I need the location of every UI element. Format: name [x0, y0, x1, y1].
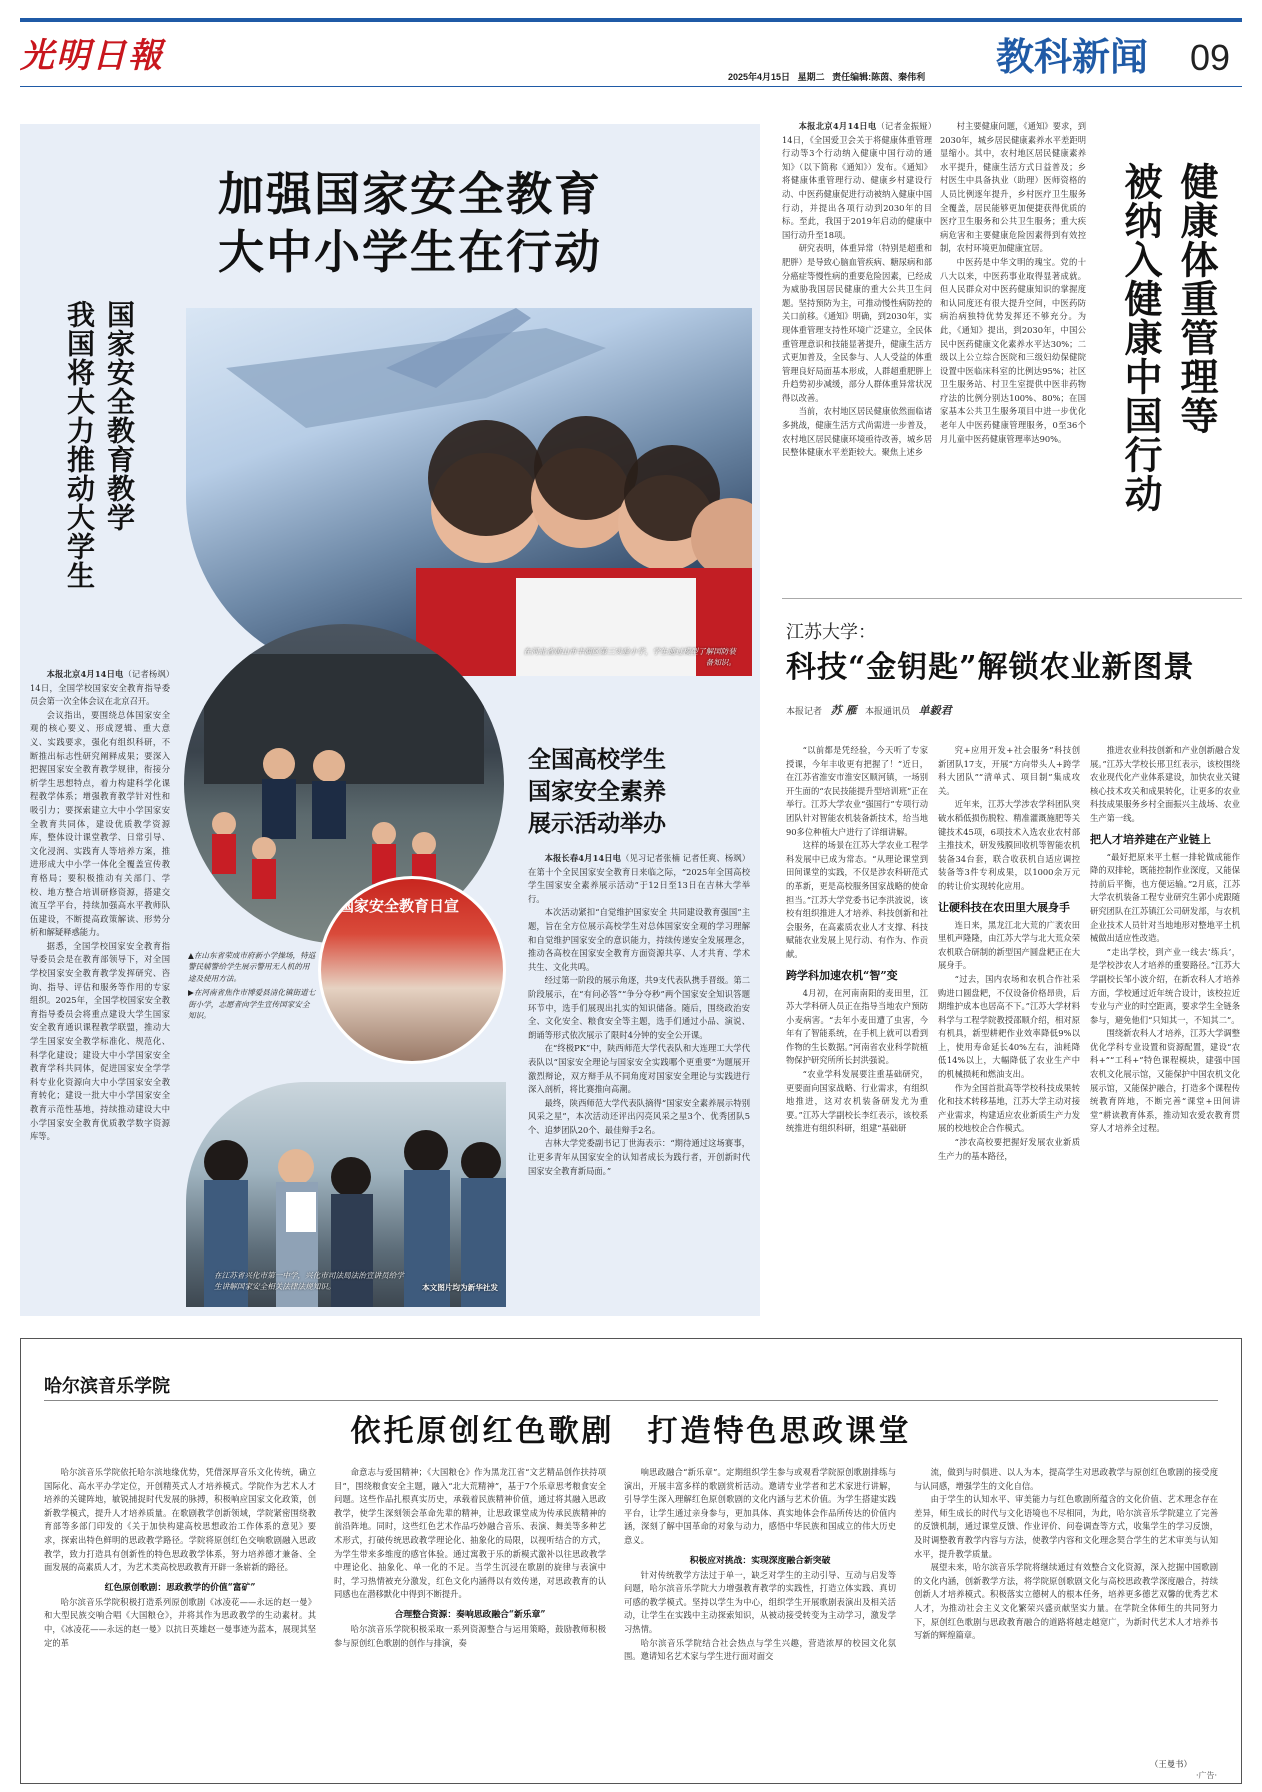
harbin-col3-text	[624, 1466, 896, 1548]
paragraph: 流，做到与时俱进、以人为本，提高学生对思政教学与原创红色歌剧的接受度与认同感，增强学生的文化自信。	[914, 1467, 1218, 1491]
jiangsu-byline	[786, 702, 952, 718]
paragraph: 中医药是中华文明的瑰宝。党的十八大以来，中医药事业取得显著成就。但人民群众对中医药健康知识的掌握度和认同度还有很大提升空间，中医药防病治病独特优势发挥还不够充分。为此，《通知》提出，到2030年，中国公民中医药健康文化素养水平达30%；二级以上公立综合医院和三级妇幼保健院设置中医临床科室的比例达95%；社区卫生服务站、村卫生室提供中医非药物疗法的比例分别达100%、80%；在国家基本公共卫生服务项目中进一步优化老年人中医药健康管理服务，0至36个月儿童中医药健康管理率达90%。	[940, 256, 1086, 444]
jiangsu-col2-text	[938, 744, 1080, 894]
issue-info	[728, 70, 925, 83]
paragraph: 村主要健康问题，《通知》要求，到2030年，城乡居民健康素养水平差距明显缩小。其中，农村地区居民健康素养水平提升，健康生活方式日益普及；乡村医生中具备执业（助理）医师资格的人员比例逐年提升，乡村医疗卫生服务全覆盖，居民能够更加便捷获得优质的医疗卫生服务和公共卫生服务；重大疾病危害和主要健康危险因素得到有效控制，农村环境更加健康宜居。	[940, 121, 1086, 254]
paragraph: 哈尔滨音乐学院积极采取一系列资源整合与运用策略，鼓励教师积极参与原创红色歌剧的创作与排演，奏	[334, 1623, 606, 1648]
paragraph: 究+应用开发+社会服务”科技创新团队17支，开展“方向带头人+跨学科大团队”“清单式、项目制”集成攻关。	[938, 745, 1080, 796]
paragraph: “过去，国内农场和农机合作社采购进口圆盘耙，不仅设备价格昂贵，后期维护成本也居高不下。”江苏大学材料科学与工程学院教授邵顺介绍，相对原有机具，新型耕耙作业效率降低9%以上，使用寿命延长40%左右，油耗降低14%以上，大幅降低了农业生产中的机械损耗和燃油支出。	[938, 973, 1080, 1080]
ad-mark: ·广告·	[1196, 1771, 1218, 1780]
photo-volunteer	[318, 876, 506, 1064]
paragraph: 命意志与爱国精神；《大国粮仓》作为黑龙江省“文艺精品创作扶持项目”，围绕粮食安全主题，融入“北大荒精神”，基于7个乐章思考粮食安全问题。这些作品扎根真实历史，承载着民族精神价值，通过将其融入思政教学，使学生深刻领会革命先辈的精神，让思政课堂成为传承民族精神的前沿阵地。同时，这些红色艺术作品巧妙融合音乐、表演、舞美等多种艺术形式，打破传统思政教学理论化、抽象化的局限，以视听结合的方式，为学生带来多维度的感官体验。通过寓教于乐的新模式激补以往思政教学中理论化、抽象化、单一化的不足。当学生沉浸在歌剧的旋律与表演中时，学习热情被充分激发，红色文化内涵得以有效传递，对思政教育的认同感也在潜移默化中得到不断提升。	[334, 1467, 606, 1600]
byline-label-b: 本报通讯员	[865, 707, 911, 717]
security-col1-text	[30, 668, 170, 1144]
paragraph: 展望未来，哈尔滨音乐学院将继续通过有效整合文化资源，深入挖掘中国歌剧的文化内涵，创新教学方法，将学院原创歌剧文化与高校思政教学深度融合，持续创新人才培养模式。积极落实立德树人的根本任务，培养更多德艺双馨的优秀艺术人才，为推动社会主义文化繁荣兴盛贡献坚实力量。在学院全体师生的共同努力下，原创红色歌剧与思政教育融合的道路将越走越宽广，为新时代艺术人才培养书写新的辉煌篇章。	[914, 1562, 1218, 1641]
issue-weekday: 星期二	[797, 72, 825, 82]
paragraph: 响思政融合“新乐章”。定期组织学生参与或观看学院原创歌剧排练与演出，开展丰富多样的歌剧赏析活动。邀请专业学者和艺术家进行讲解，引导学生深入理解红色原创歌剧的文化内涵与艺术价值。为学生搭建实践平台，让学生通过亲身参与，更加具体、真实地体会作品所传达的价值内涵，深刻了解中国革命的对象与动力，感悟中华民族和国成立的伟大历史意义。	[624, 1467, 896, 1545]
paragraph: “走出学校，到产业一线去‘练兵’，是学校涉农人才培养的重要路径。”江苏大学副校长邹小波介绍，在新农科人才培养方面，学校通过近年统合设计，该校拉近专业与产业的时空距离，要求学生全链条参与，避免他们“只知其一，不知其二”。	[1090, 946, 1240, 1025]
byline-name-a: 苏 雁	[830, 704, 857, 717]
paragraph: “农业学科发展要注重基础研究，更要面向国家战略、行业需求，有组织地推进，这对农机装备研发尤为重要。”江苏大学副校长李红表示，该校系统推进有组织科研，组建“基础研	[786, 1069, 928, 1134]
paragraph: 近年来，江苏大学涉农学科团队突破水稻低损伤脱粒、精准灌溉施肥等关键技术45项，6项技术入选农业农村部主推技术，研发残膜回收机等智能农机装备34台套，联合收获机自适应调控装备等3件专利成果，以1000余万元的转让价实现转化应用。	[938, 799, 1080, 891]
photo2-captions	[188, 950, 316, 1021]
harbin-col2	[334, 1466, 606, 1778]
paragraph: 哈尔滨音乐学院积极打造系列原创歌剧《冰凌花——永远的赵一曼》和大型民族交响合唱《大国粮仓》，并将其作为思政教学的生动素材。其中，《冰凌花——永远的赵一曼》以抗日英雄赵一曼事迹为蓝本，展现其坚定的革	[44, 1596, 316, 1648]
photo2-caption-a: ▲在山东省荣成市府新小学操场，特巡警民辅警给学生展示警用无人机的用途及使用方法。	[188, 951, 316, 983]
jiangsu-col1	[786, 744, 928, 1314]
photo-credit: 本文图片均为新华社发	[422, 1283, 498, 1292]
paragraph: 4月初，在河南南阳的麦田里，江苏大学科研人员正在指导当地农户预防小麦病害。“去年小麦田遭了虫害，今年有了智能系统，在手机上就可以看到作物的生长数据。”河南省农业科学院植物保护研究所所长封洪强说。	[786, 987, 928, 1066]
harbin-col1	[44, 1466, 316, 1778]
header-rule	[20, 86, 1242, 87]
photo3-caption: 在江苏省兴化市第一中学，兴化市司法局法治宣讲员给学生讲解国家安全相关法律法规知识。	[214, 1271, 404, 1291]
paragraph: 最终，陕西师范大学代表队摘得“国家安全素养展示特别风采之星”，本次活动还评出闪亮风采之星3个、优秀团队5个、追梦团队20个、最佳辩手2名。	[528, 1097, 750, 1135]
sub2-title-line3: 展示活动举办	[528, 810, 666, 837]
paragraph: 本报北京4月14日电（记者金振娅）14日，《全国爱卫会关于将健康体重管理行动等3个行动纳入健康中国行动的通知》（以下简称《通知》）发布。《通知》将健康体重管理行动、健康乡村建设行动、中医药健康促进行动被纳入健康中国行动，并提出各项行动到2030年的目标。至此，我国于2019年启动的健康中国行动升至18项。	[782, 121, 932, 240]
paragraph: 哈尔滨音乐学院结合社会热点与学生兴趣，营造浓厚的校园文化氛围。邀请知名艺术家与学生进行面对面交	[624, 1637, 896, 1662]
issue-editors: 责任编辑:陈茵、秦伟利	[832, 72, 926, 82]
paragraph: 由于学生的认知水平、审美能力与红色歌剧所蕴含的文化价值、艺术理念存在差异，师生成长的时代与文化语境也不尽相同，为此，哈尔滨音乐学院建立了完善的反馈机制，通过课堂反馈、作业评价、问卷调查等方式，收集学生的学习反馈，及时调整教育教学内容与方法，使教学内容和文化理念契合学生的艺术审美与认知水平，提升教学质量。	[914, 1494, 1218, 1559]
security-col2-text	[528, 852, 750, 1178]
health-title-b: 被纳入健康中国行动	[1118, 162, 1163, 513]
harbin-col4-text	[914, 1466, 1218, 1643]
paragraph: “涉农高校要把握好发展农业新质生产力的基本路径，	[938, 1137, 1080, 1161]
harbin-col1b-text	[44, 1596, 316, 1650]
security-subtitle-b: 我国将大力推动大学生	[63, 300, 96, 590]
jiangsu-col3-subhead: 把人才培养建在产业链上	[1090, 832, 1211, 846]
photo-students-model	[186, 308, 752, 676]
section-title: 教科新闻	[996, 34, 1149, 79]
paragraph: 本次活动紧扣“自觉维护国家安全 共同建设教育强国”主题，旨在全方位展示高校学生对总体国家安全观的学习理解和自觉维护国家安全的意识能力，持续传递安全发展理念，推动各高校在国家安全教育方面资源共享、人才共育、学术共生、文化共鸣。	[528, 907, 750, 972]
harbin-col1-subhead: 红色原创歌剧：思政教学的价值“富矿”	[104, 1582, 256, 1593]
health-col-b-text	[940, 120, 1086, 446]
harbin-col2b-text	[334, 1623, 606, 1650]
paragraph: “最好把原来平土框一排轮做成能作降的双排轮，既能控制作业深度，又能保持前后平衡，也方便运输。”2月底，江苏大学农机装备工程专业研究生郭小虎跟随研究团队在江苏镇江公司研发部，与农机企业技术人员针对当地地形对整地平土机械做出适应性改造。	[1090, 851, 1240, 944]
paragraph: 针对传统教学方法过于单一，缺乏对学生的主动引导、互动与启发等问题，哈尔滨音乐学院大力增强教育教学的实践性，打造立体实践、真切可感的教学模式。坚持以学生为中心，组织学生开展歌剧表演出及相关活动，让学生在实践中主动探索知识，从被动接受转变为主动学习，激发学习热情。	[624, 1569, 896, 1634]
masthead-logo: 光明日報	[20, 36, 164, 76]
jiangsu-col1b-text	[786, 987, 928, 1137]
paragraph: 推进农业科技创新和产业创新融合发展。”江苏大学校长邢卫红表示，该校围绕农业现代化产业体系建设，加快农业关键核心技术攻关和成果转化，让更多的农业科技成果服务乡村全面振兴主战场、农业生产第一线。	[1090, 745, 1240, 823]
paragraph: “以前都是凭经验，今天听了专家授课，今年丰收更有把握了！”近日，在江苏省淮安市淮安区顺河镇，一场别开生面的“农民技能提升型培训班”正在举行。江苏大学农业“强国行”专项行动团队针对智能农机装备新技术，给当地90多位种植大户进行了详细讲解。	[786, 745, 928, 837]
photo-students-model-illustration	[186, 308, 752, 676]
paragraph: 据悉，全国学校国家安全教育指导委员会是在教育部领导下，对全国学校国家安全教育教学发挥研究、咨询、指导、评估和服务等作用的专家组织。2025年，全国学校国家安全教育指导委员会将重点建设大学生国家安全教育通识课程教学联盟，推动大学生国家安全教学标准化、规范化、科学化建设；建设大中小学国家安全教育学科共同体，促进国家安全学学科专业化资源向大中小学国家安全教育转化；建设一批大中小学国家安全教育示范性基地，持续推动建设大中小学国家安全教育优质教学数字资源库等。	[30, 940, 170, 1142]
harbin-title: 依托原创红色歌剧 打造特色思政课堂	[350, 1414, 912, 1449]
paragraph: 经过第一阶段的展示角逐，共9支代表队携手晋级。第二阶段展示，在“有问必答”“争分夺秒”两个国家安全知识答题环节中，选手们展现出扎实的知识储备。随后，围绕政治安全、文化安全、粮食安全等主题，选手们通过小品、演说、朗诵等形式依次展示了限时4分钟的安全公开课。	[528, 975, 750, 1040]
health-col-b	[940, 120, 1086, 576]
sub2-title	[528, 744, 752, 840]
jiangsu-title: 科技“金钥匙”解锁农业新图景	[786, 650, 1195, 685]
byline-label-a: 本报记者	[786, 707, 823, 717]
security-title	[180, 165, 640, 281]
health-col-a-text	[782, 120, 932, 460]
paragraph: 哈尔滨音乐学院依托哈尔滨地缘优势，凭借深厚音乐文化传统，确立国际化、高水平办学定位，开创精英式人才培养模式。学院作为艺术人才培养的关键阵地，敏锐捕捉时代发展的脉搏，积极响应国家文化政策，创新教学模式，提升人才培养质量。在歌剧教学创新领域，学院紧密围绕教育部等多部门印发的《关于加快构建高校思想政治工作体系的意见》要求，探索出特色鲜明的思政教学路径。学院将原创红色交响歌剧融入思政教学，致力打造具有创新性的特色思政教学体系，努力培养德才兼备、全面发展的高素质人才，为艺术类高校思政教育开辟一条崭新的路径。	[44, 1467, 316, 1573]
jiangsu-col2	[938, 744, 1080, 1314]
jiangsu-col2-subhead: 让硬科技在农田里大展身手	[938, 900, 1070, 914]
jiangsu-col1-text	[786, 744, 928, 962]
paragraph: 本报长春4月14日电（见习记者张楠 记者任爽、杨飒）在第十个全民国家安全教育日来临之际，“2025年全国高校学生国家安全素养展示活动”于12日至13日在吉林大学举行。	[528, 853, 750, 904]
sub2-title-line1: 全国高校学生	[528, 746, 666, 773]
paragraph: 围绕新农科人才培养，江苏大学调整优化学科专业设置和资源配置，建设“农科+”“工科+”特色课程模块，建强中国农机文化展示馆，又能保护中国农机文化展示馆，又能保护融合，打造多个课程传统教育阵地，不断完善“课堂+田间讲堂”耕读教育体系，推动知农爱农教育贯穿人才培养全过程。	[1090, 1028, 1240, 1134]
harbin-col2-text	[334, 1466, 606, 1602]
paragraph: 当前，农村地区居民健康依然面临诸多挑战，健康生活方式尚需进一步普及，农村地区居民健康环境亟待改善，城乡居民整体健康水平差距较大。聚焦上述乡	[782, 406, 932, 458]
health-col-a	[782, 120, 932, 576]
top-rule	[20, 18, 1242, 22]
byline-name-b: 单毅君	[918, 704, 952, 717]
harbin-col1-text	[44, 1466, 316, 1575]
jiangsu-col3	[1090, 744, 1240, 1314]
security-article-col1	[30, 668, 170, 1313]
harbin-col2-subhead: 合理整合资源：奏响思政融合“新乐章”	[394, 1609, 546, 1620]
issue-date: 2025年4月15日	[728, 72, 791, 82]
photo-law-lecture	[186, 1082, 506, 1307]
harbin-author: （王曼书）	[1150, 1759, 1192, 1769]
jiangsu-col3b-text	[1090, 851, 1240, 1136]
harbin-col3b-text	[624, 1569, 896, 1664]
jiangsu-col3-text	[1090, 744, 1240, 826]
paragraph: 连日来，黑龙江北大荒的广袤农田里机声隆隆，由江苏大学与北大荒众荣农机联合研制的新型国产圆盘耙正在大展身手。	[938, 919, 1080, 971]
sub2-title-line2: 国家安全素养	[528, 778, 666, 805]
photo2-caption-b: ▶在河南省焦作市博爱县清化镇街道七街小学，志愿者向学生宣传国家安全知识。	[188, 988, 316, 1021]
jiangsu-rule	[782, 598, 1242, 599]
paragraph: 这样的场景在江苏大学农业工程学科发展中已成为常态。“从理论课堂到田间课堂的实践，不仅是涉农科研范式的革新，更是高校服务国家战略的使命担当。”江苏大学党委书记李洪波说，该校有组织推进人才培养、科技创新和社会服务，在高素质农业人才支撑、科技赋能农业发展上见行动、有作为、作贡献。	[786, 840, 928, 959]
paragraph: 会议指出，要围绕总体国家安全观的核心要义、形成逻辑、重大意义、实践要求，强化有组织科研，不断推出标志性研究阐释成果；要深入把握国家安全教育教学规律，衔接分析学生思想特点，着力构建科学化课程教学体系；增强教育教学针对性和吸引力；要探索建立大中小学国家安全教育共同体，建设优质教学资源库，整体设计课堂教学、日常引导、文化浸润、实践育人等培养方案，推进形成大中小学一体化全覆盖宣传教育格局；要积极推动有关部门、学校、地方整合培训研修资源，搭建交流互学平台，持续加强高水平教师队伍建设，不断提高政策解读、形势分析和解疑释惑能力。	[30, 709, 170, 938]
paragraph: 吉林大学党委副书记丁世海表示：“期待通过这场赛事，让更多青年从国家安全的认知者成长为践行者，开创新时代国家安全教育新局面。”	[528, 1138, 750, 1176]
security-title-line2: 大中小学生在行动	[218, 225, 602, 279]
harbin-col3	[624, 1466, 896, 1778]
harbin-col3-subhead: 积极应对挑战：实现深度融合新突破	[689, 1555, 831, 1566]
security-title-line1: 加强国家安全教育	[218, 167, 602, 221]
paragraph: 作为全国首批高等学校科技成果转化和技术转移基地，江苏大学主动对接产业需求，构建适应农业新质生产力发展的校地校企合作模式。	[938, 1082, 1080, 1134]
page-number: 09	[1190, 37, 1231, 78]
jiangsu-col2b-text	[938, 919, 1080, 1164]
harbin-col4	[914, 1466, 1218, 1762]
security-article-col2	[528, 852, 750, 1312]
banner-text: 国家安全教育日宣	[339, 897, 460, 915]
paragraph: 在“终极PK”中，陕西师范大学代表队和大连理工大学代表队以“国家安全理论与国家安全实践哪个更重要”为题展开激烈辩论，双方辩手从不同角度对国家安全理论与实践进行深入剖析，将比赛推向高潮。	[528, 1043, 750, 1095]
paragraph: 研究表明，体重异常（特别是超重和肥胖）是导致心脑血管疾病、糖尿病和部分癌症等慢性病的重要危险因素，已经成为威胁我国居民健康的重大公共卫生问题。坚持预防为主，可推动慢性病防控的关口前移。《通知》明确，到2030年，实现体重管理支持性环境广泛建立，全民体重管理意识和技能显著提升，健康生活方式更加普及，全民参与、人人受益的体重管理良好局面基本形成，人群超重肥胖上升趋势初步减缓，部分人群体重异常状况得以改善。	[782, 243, 932, 403]
security-subtitle-a: 国家安全教育教学	[103, 300, 136, 532]
jiangsu-kicker: 江苏大学：	[786, 622, 876, 643]
paragraph: 本报北京4月14日电（记者杨飒）14日，全国学校国家安全教育指导委员会第一次全体会议在北京召开。	[30, 669, 170, 707]
photo1-caption: 在河北省唐山市丰润区第三实验小学，学生通过模型了解国防装备知识。	[523, 647, 736, 667]
health-title-a: 健康体重管理等	[1174, 162, 1219, 435]
harbin-label: 哈尔滨音乐学院	[44, 1376, 170, 1397]
harbin-label-rule	[44, 1400, 1218, 1401]
jiangsu-col1-subhead: 跨学科加速农机“智”变	[786, 968, 898, 982]
